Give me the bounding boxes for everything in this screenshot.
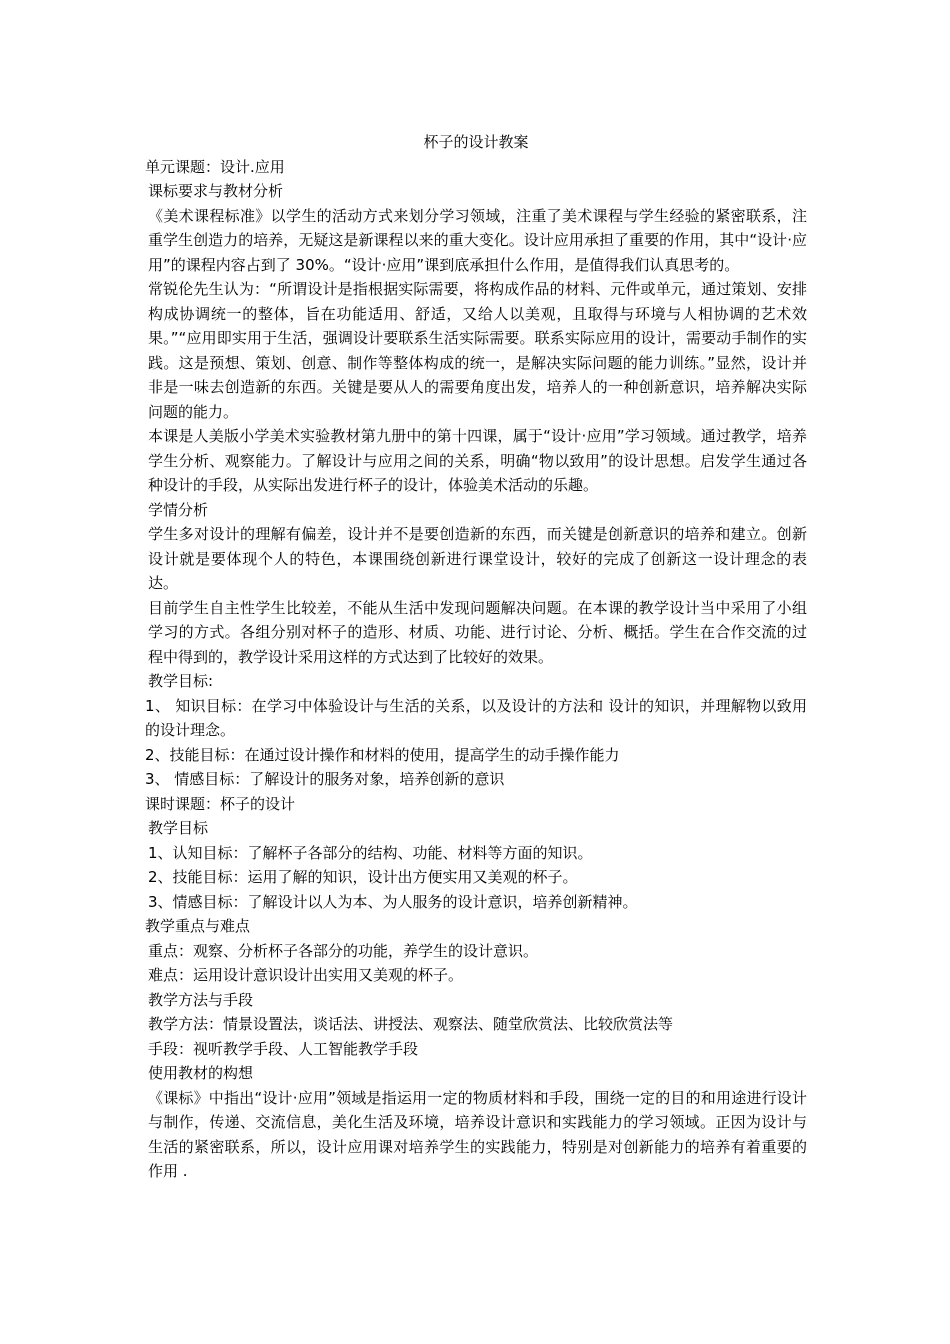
lesson-goals-heading: 教学目标 <box>148 819 209 837</box>
difficulty-point: 难点：运用设计意识设计出实用又美观的杯子。 <box>148 966 464 984</box>
goal-emotion: 3、 情感目标：了解设计的服务对象，培养创新的意识 <box>145 770 505 788</box>
lesson-topic: 课时课题：杯子的设计 <box>145 794 296 813</box>
teaching-goals-heading: 教学目标: <box>148 672 214 690</box>
document-body <box>145 130 807 1184</box>
goal-knowledge: 1、 知识目标：在学习中体验设计与生活的关系，以及设计的方法和 设计的知识，并理解物以致用的设计理念。 <box>145 696 807 739</box>
paragraph-learner-autonomy: 目前学生自主性学生比较差，不能从生活中发现问题解决问题。在本课的教学设计当中采用了小组学习的方式。各组分别对杯子的造形、材质、功能、进行讨论、分析、概括。学生在合作交流的过程中得到的，教学设计采用这样的方式达到了比较好的效果。 <box>148 598 807 666</box>
lesson-goal-cognitive: 1、认知目标：了解杯子各部分的结构、功能、材料等方面的知识。 <box>148 843 593 862</box>
materials-heading: 使用教材的构想 <box>148 1064 254 1082</box>
document-title: 杯子的设计教案 <box>423 133 529 151</box>
key-points-heading: 教学重点与难点 <box>145 917 251 935</box>
paragraph-curriculum-standard: 《美术课程标准》以学生的活动方式来划分学习领域，注重了美术课程与学生经验的紧密联系，注重学生创造力的培养，无疑这是新课程以来的重大变化。设计应用承担了重要的作用，其中“设计·应用”的课程内容占到了 30%。“设计·应用”课到底承担什么作用，是值得我们认真思考的。 <box>148 206 807 274</box>
lesson-goal-skill: 2、技能目标：运用了解的知识，设计出方便实用又美观的杯子。 <box>148 868 578 886</box>
methods-heading: 教学方法与手段 <box>148 990 254 1009</box>
goal-skill: 2、技能目标：在通过设计操作和材料的使用，提高学生的动手操作能力 <box>145 745 620 764</box>
learner-analysis-heading: 学情分析 <box>148 500 209 519</box>
teaching-methods: 教学方法：情景设置法，谈话法、讲授法、观察法、随堂欣赏法、比较欣赏法等 <box>148 1015 674 1033</box>
paragraph-chang-quote: 常锐伦先生认为：“所谓设计是指根据实际需要，将构成作品的材料、元件或单元，通过策划、安排构成协调统一的整体，旨在功能适用、舒适，又给人以美观，且取得与环境与人相协调的艺术效果。”“应用即实用于生活，强调设计要联系生活实际需要。联系实际应用的设计，需要动手制作的实践。这是预想、策划、创意、制作等整体构成的统一，是解决实际问题的能力训练。”显然，设计并非是一味去创造新的东西。关键是要从人的需要角度出发，培养人的一种创新意识，培养解决实际问题的能力。 <box>148 280 807 421</box>
paragraph-curriculum-design-application: 《课标》中指出“设计·应用”领域是指运用一定的物质材料和手段，围绕一定的目的和用途进行设计与制作，传递、交流信息，美化生活及环境，培养设计意识和实践能力的学习领域。正因为设计与生活的紧密联系，所以，设计应用课对培养学生的实践能力，特别是对创新能力的培养有着重要的作用 . <box>148 1088 807 1180</box>
paragraph-learner-understanding: 学生多对设计的理解有偏差，设计并不是要创造新的东西，而关键是创新意识的培养和建立。创新设计就是要体现个人的特色，本课围绕创新进行课堂设计，较好的完成了创新这一设计理念的表达。 <box>148 525 807 592</box>
unit-topic: 单元课题：设计.应用 <box>145 157 285 176</box>
standards-heading: 课标要求与教材分析 <box>148 182 284 200</box>
key-point: 重点：观察、分析杯子各部分的功能，养学生的设计意识。 <box>148 941 539 960</box>
teaching-means: 手段：视听教学手段、人工智能教学手段 <box>148 1039 419 1058</box>
paragraph-lesson-intro: 本课是人美版小学美术实验教材第九册中的第十四课，属于“设计·应用”学习领域。通过教学，培养学生分析、观察能力。了解设计与应用之间的关系，明确“物以致用”的设计思想。启发学生通过各种设计的手段，从实际出发进行杯子的设计，体验美术活动的乐趣。 <box>148 427 807 494</box>
lesson-goal-emotion: 3、情感目标：了解设计以人为本、为人服务的设计意识，培养创新精神。 <box>148 892 638 911</box>
